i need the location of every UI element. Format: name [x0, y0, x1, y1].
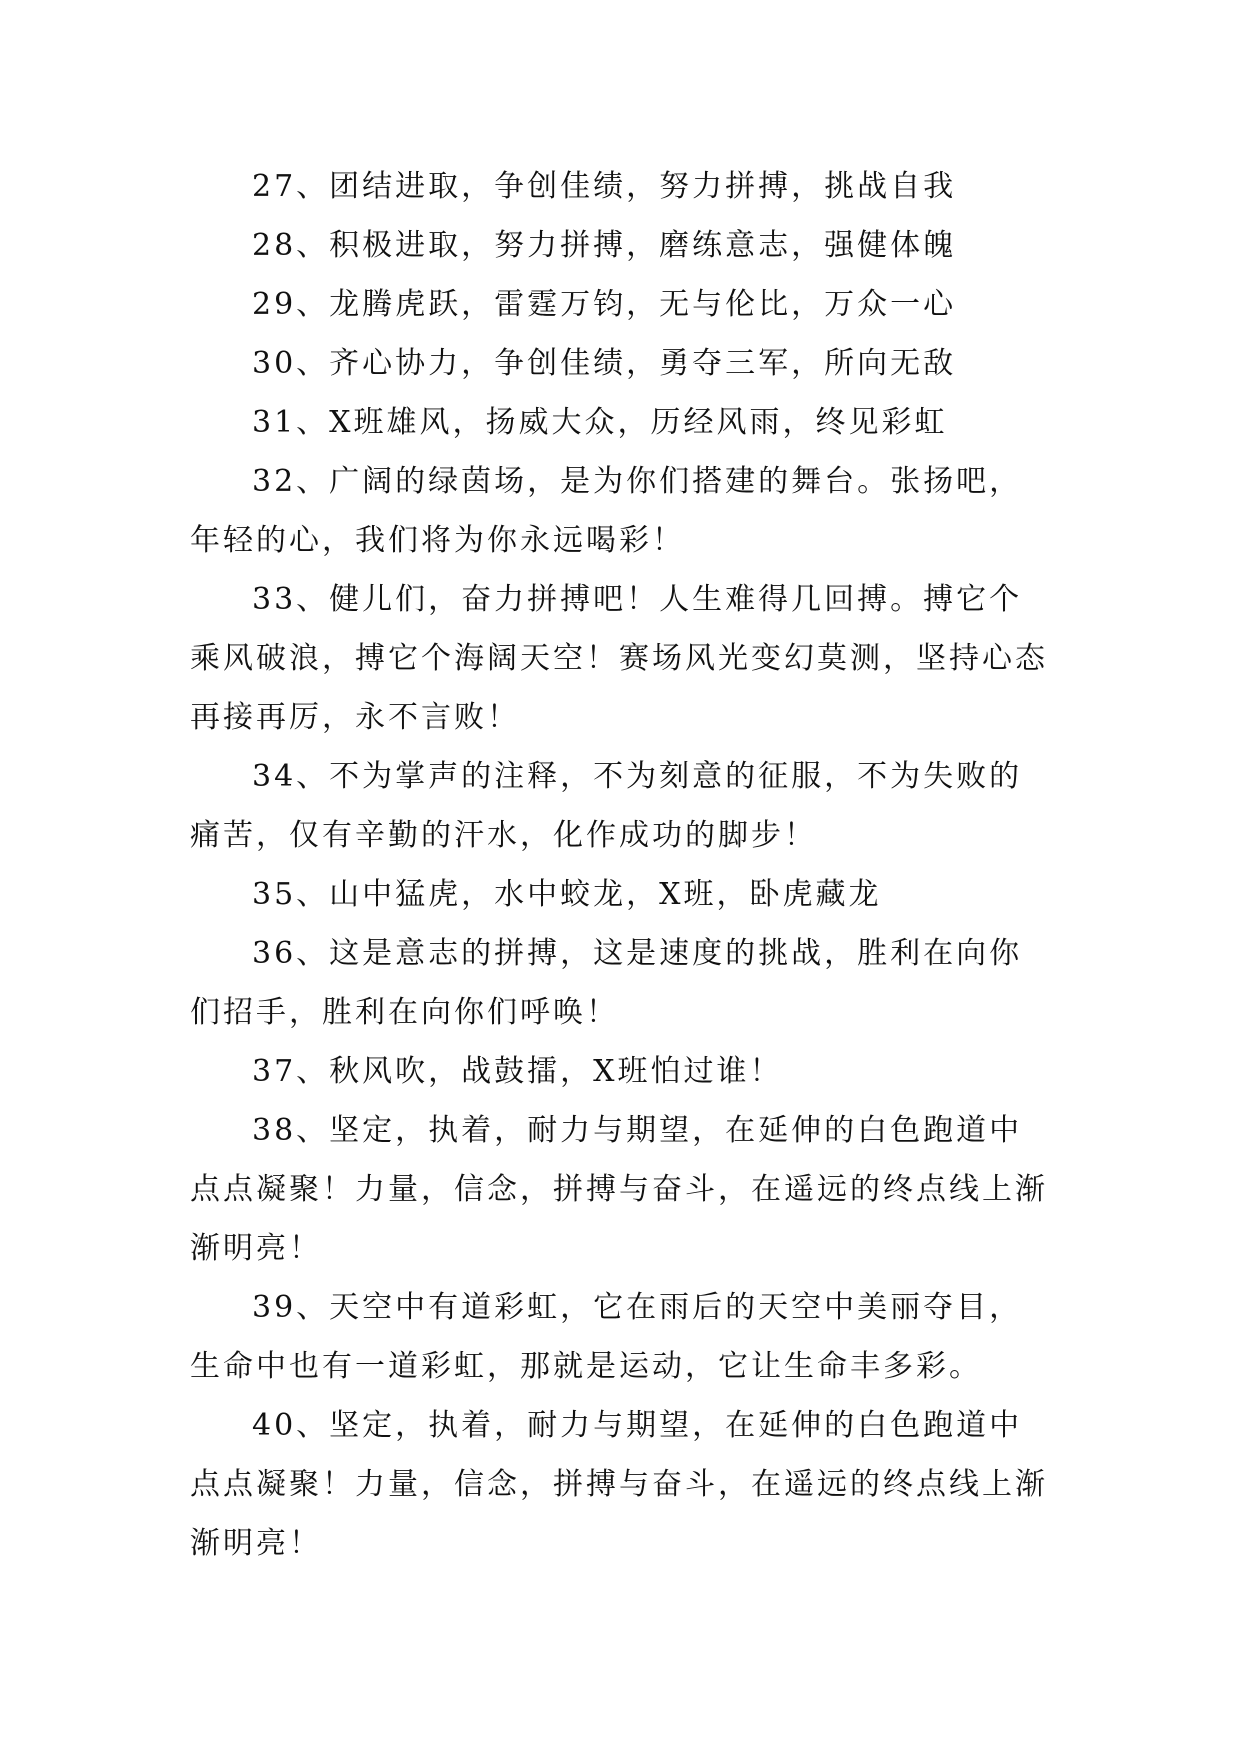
- paragraph-32: 32、广阔的绿茵场，是为你们搭建的舞台。张扬吧，年轻的心，我们将为你永远喝彩！: [190, 464, 1023, 558]
- paragraph-35: 35、山中猛虎，水中蛟龙，X班，卧虎藏龙: [252, 877, 882, 912]
- paragraph-38: 38、坚定，执着，耐力与期望，在延伸的白色跑道中点点凝聚！力量，信念，拼搏与奋斗，在遥远的终点线上渐渐明亮！: [190, 1113, 1048, 1266]
- paragraph-29: 29、龙腾虎跃，雷霆万钧，无与伦比，万众一心: [252, 287, 957, 322]
- paragraph-40: 40、坚定，执着，耐力与期望，在延伸的白色跑道中点点凝聚！力量，信念，拼搏与奋斗，在遥远的终点线上渐渐明亮！: [190, 1408, 1048, 1561]
- paragraph-27: 27、团结进取，争创佳绩，努力拼搏，挑战自我: [252, 169, 957, 204]
- paragraph-31: 31、X班雄风，扬威大众，历经风雨，终见彩虹: [252, 405, 948, 440]
- paragraph-28: 28、积极进取，努力拼搏，磨练意志，强健体魄: [252, 228, 957, 263]
- paragraph-37: 37、秋风吹，战鼓擂，X班怕过谁！: [252, 1054, 783, 1089]
- paragraph-33: 33、健儿们，奋力拼搏吧！人生难得几回搏。搏它个乘风破浪，搏它个海阔天空！赛场风光变幻莫测，坚持心态再接再厉，永不言败！: [190, 582, 1048, 735]
- paragraph-39: 39、天空中有道彩虹，它在雨后的天空中美丽夺目，生命中也有一道彩虹，那就是运动，它让生命丰多彩。: [190, 1290, 1023, 1384]
- paragraph-36: 36、这是意志的拼搏，这是速度的挑战，胜利在向你们招手，胜利在向你们呼唤！: [190, 936, 1023, 1030]
- document-body: [190, 157, 1050, 1573]
- paragraph-30: 30、齐心协力，争创佳绩，勇夺三军，所向无敌: [252, 346, 957, 381]
- paragraph-34: 34、不为掌声的注释，不为刻意的征服，不为失败的痛苦，仅有辛勤的汗水，化作成功的脚步！: [190, 759, 1023, 853]
